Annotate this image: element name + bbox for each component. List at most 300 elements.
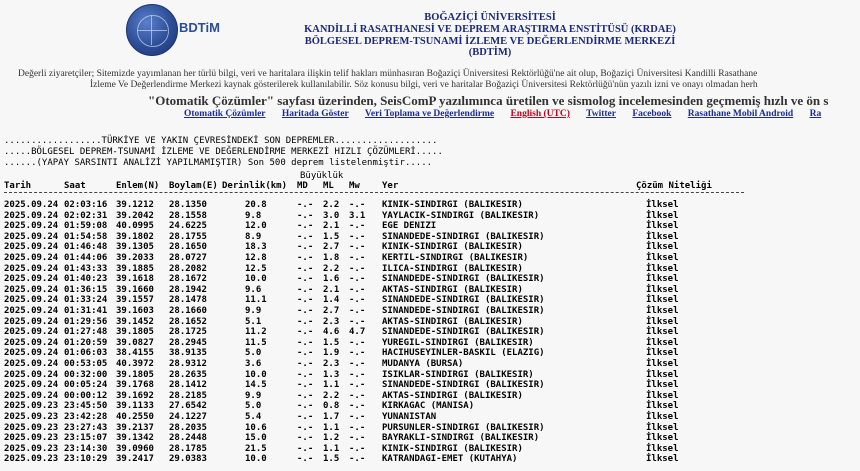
cell-tarih: 2025.09.23 bbox=[4, 412, 59, 422]
cell-mw: -.- bbox=[349, 316, 366, 327]
table-row bbox=[0, 412, 770, 423]
cell-cozum: İlksel bbox=[646, 443, 679, 454]
cell-cozum: İlksel bbox=[646, 253, 679, 263]
cell-enlem: 39.1802 bbox=[116, 231, 154, 242]
cell-enlem: 39.1660 bbox=[116, 284, 154, 295]
cell-mw: -.- bbox=[349, 454, 366, 465]
cell-derinlik: 9.9 bbox=[245, 390, 262, 401]
cell-derinlik: 9.6 bbox=[245, 284, 262, 295]
table-row bbox=[0, 380, 770, 391]
institute-name: KANDİLLİ RASATHANESİ VE DEPREM ARAŞTIRMA ENSTİTÜSÜ (KRDAE) bbox=[304, 24, 676, 35]
cell-md: -.- bbox=[297, 221, 314, 232]
cell-derinlik: 15.0 bbox=[245, 433, 267, 444]
cell-tarih: 2025.09.24 bbox=[4, 337, 59, 348]
table-row bbox=[0, 391, 770, 402]
table-row bbox=[0, 295, 770, 306]
cell-cozum: İlksel bbox=[646, 200, 679, 210]
copyright-notice-line2: İzleme Ve Değerlendirme Merkezi kaynak gösterilerek kullanılabilir. Söz konusu bilgi, veri ve haritalar Boğaziçi Üniversitesi Rektörlüğü'nün yazılı izni ve onayı olmadan herh bbox=[90, 80, 758, 90]
cell-cozum: İlksel bbox=[646, 422, 679, 433]
nav-link-otomatik-cozumler[interactable]: Otomatik Çözümler bbox=[184, 109, 266, 119]
logo-text: BDTiM bbox=[179, 20, 220, 35]
cell-ml: 1.7 bbox=[323, 412, 340, 422]
cell-derinlik: 10.6 bbox=[245, 422, 267, 433]
cell-tarih: 2025.09.24 bbox=[4, 210, 59, 221]
cell-mw: -.- bbox=[349, 253, 366, 263]
cell-saat: 02:02:31 bbox=[64, 210, 108, 221]
cell-enlem: 39.0960 bbox=[116, 443, 154, 454]
cell-saat: 02:03:16 bbox=[64, 200, 108, 210]
cell-ml: 2.3 bbox=[323, 359, 340, 369]
cell-saat: 00:53:05 bbox=[64, 359, 108, 369]
cell-yer: KINIK-SINDIRGI (BALIKESIR) bbox=[382, 443, 523, 454]
cell-derinlik: 5.1 bbox=[245, 316, 262, 327]
cell-tarih: 2025.09.23 bbox=[4, 454, 59, 465]
cell-derinlik: 14.5 bbox=[245, 380, 267, 391]
cell-yer: PURSUNLER-SINDIRGI (BALIKESIR) bbox=[382, 422, 545, 433]
cell-ml: 1.2 bbox=[323, 433, 340, 444]
nav-link-facebook[interactable]: Facebook bbox=[632, 109, 672, 119]
cell-yer: SINANDEDE-SINDIRGI (BALIKESIR) bbox=[382, 295, 545, 306]
cell-enlem: 39.1342 bbox=[116, 433, 154, 444]
cell-ml: 1.5 bbox=[323, 454, 340, 465]
cell-yer: HACIHUSEYINLER-BASKIL (ELAZIG) bbox=[382, 348, 545, 359]
cell-yer: ISIKLAR-SINDIRGI (BALIKESIR) bbox=[382, 369, 534, 380]
cell-saat: 23:42:28 bbox=[64, 412, 108, 422]
cell-tarih: 2025.09.24 bbox=[4, 253, 59, 263]
cell-enlem: 39.0827 bbox=[116, 337, 154, 348]
cell-tarih: 2025.09.24 bbox=[4, 359, 59, 369]
cell-mw: -.- bbox=[349, 369, 366, 380]
cell-cozum: İlksel bbox=[646, 390, 679, 401]
col-header-tarih: Tarih bbox=[4, 181, 32, 191]
cell-cozum: İlksel bbox=[646, 380, 679, 391]
list-title-3: ......(YAPAY SARSINTI ANALİZİ YAPILMAMIŞTIR) Son 500 deprem listelenmiştir..... bbox=[4, 158, 433, 168]
cell-cozum: İlksel bbox=[646, 210, 679, 221]
cell-enlem: 39.1805 bbox=[116, 327, 154, 338]
cell-tarih: 2025.09.24 bbox=[4, 316, 59, 327]
cell-yer: SINANDEDE-SINDIRGI (BALIKESIR) bbox=[382, 380, 545, 391]
cell-ml: 4.6 bbox=[323, 327, 340, 338]
globe-ring bbox=[137, 15, 169, 47]
cell-enlem: 39.2042 bbox=[116, 210, 154, 221]
table-row bbox=[0, 433, 770, 444]
cell-yer: YUNANISTAN bbox=[382, 412, 437, 422]
copyright-notice-line1: Değerli ziyaretçiler; Sitemizde yayımlanan her türlü bilgi, veri ve haritalara ilişkin telif hakları münhasıran Boğaziçi Üniversitesi Rektörlüğü'ne ait olup, Boğaziçi Üniversitesi Kandilli Rasathane bbox=[18, 69, 758, 79]
cell-boylam: 28.2635 bbox=[169, 369, 207, 380]
cell-boylam: 28.1755 bbox=[169, 231, 207, 242]
cell-cozum: İlksel bbox=[646, 348, 679, 359]
cell-md: -.- bbox=[297, 274, 314, 285]
cell-mw: -.- bbox=[349, 295, 366, 306]
cell-md: -.- bbox=[297, 369, 314, 380]
cell-ml: 2.7 bbox=[323, 242, 340, 253]
cell-boylam: 28.1725 bbox=[169, 327, 207, 338]
cell-cozum: İlksel bbox=[646, 231, 679, 242]
col-header-cozum: Çözüm Niteliği bbox=[636, 181, 712, 191]
cell-boylam: 28.2035 bbox=[169, 422, 207, 433]
cell-saat: 01:54:58 bbox=[64, 231, 108, 242]
table-row bbox=[0, 338, 770, 349]
cell-enlem: 38.4155 bbox=[116, 348, 154, 359]
cell-md: -.- bbox=[297, 337, 314, 348]
cell-tarih: 2025.09.24 bbox=[4, 295, 59, 306]
table-row bbox=[0, 401, 770, 412]
col-header-derinlik: Derinlik(km) bbox=[222, 181, 288, 191]
cell-enlem: 39.1133 bbox=[116, 401, 154, 412]
cell-md: -.- bbox=[297, 253, 314, 263]
cell-mw: -.- bbox=[349, 221, 366, 232]
cell-md: -.- bbox=[297, 263, 314, 274]
cell-md: -.- bbox=[297, 327, 314, 338]
cell-saat: 01:29:56 bbox=[64, 316, 108, 327]
table-row bbox=[0, 242, 770, 253]
cell-md: -.- bbox=[297, 433, 314, 444]
cell-cozum: İlksel bbox=[646, 401, 679, 412]
table-row bbox=[0, 444, 770, 455]
cell-tarih: 2025.09.24 bbox=[4, 306, 59, 316]
cell-saat: 23:14:30 bbox=[64, 443, 108, 454]
cell-boylam: 28.1660 bbox=[169, 306, 207, 316]
cell-md: -.- bbox=[297, 210, 314, 221]
cell-yer: KIRKAGAC (MANISA) bbox=[382, 401, 475, 412]
cell-md: -.- bbox=[297, 348, 314, 359]
cell-derinlik: 20.8 bbox=[245, 200, 267, 210]
cell-md: -.- bbox=[297, 316, 314, 327]
cell-tarih: 2025.09.24 bbox=[4, 390, 59, 401]
cell-mw: -.- bbox=[349, 306, 366, 316]
cell-ml: 1.9 bbox=[323, 348, 340, 359]
cell-derinlik: 5.4 bbox=[245, 412, 262, 422]
cell-boylam: 24.6225 bbox=[169, 221, 207, 232]
cell-cozum: İlksel bbox=[646, 284, 679, 295]
cell-tarih: 2025.09.23 bbox=[4, 401, 59, 412]
cell-derinlik: 11.5 bbox=[245, 337, 267, 348]
cell-ml: 0.8 bbox=[323, 401, 340, 412]
cell-mw: -.- bbox=[349, 380, 366, 391]
cell-boylam: 24.1227 bbox=[169, 412, 207, 422]
cell-yer: ILICA-SINDIRGI (BALIKESIR) bbox=[382, 263, 523, 274]
cell-cozum: İlksel bbox=[646, 369, 679, 380]
cell-derinlik: 10.0 bbox=[245, 454, 267, 465]
cell-enlem: 39.1885 bbox=[116, 263, 154, 274]
cell-enlem: 39.1692 bbox=[116, 390, 154, 401]
cell-ml: 2.2 bbox=[323, 263, 340, 274]
cell-ml: 2.7 bbox=[323, 306, 340, 316]
cell-md: -.- bbox=[297, 200, 314, 210]
cell-ml: 1.4 bbox=[323, 295, 340, 306]
cell-boylam: 28.1558 bbox=[169, 210, 207, 221]
cell-cozum: İlksel bbox=[646, 327, 679, 338]
cell-saat: 01:36:15 bbox=[64, 284, 108, 295]
cell-enlem: 39.1305 bbox=[116, 242, 154, 253]
cell-boylam: 28.2185 bbox=[169, 390, 207, 401]
cell-saat: 01:33:24 bbox=[64, 295, 108, 306]
cell-derinlik: 5.0 bbox=[245, 348, 262, 359]
cell-boylam: 28.1942 bbox=[169, 284, 207, 295]
cell-md: -.- bbox=[297, 306, 314, 316]
cell-ml: 1.1 bbox=[323, 443, 340, 454]
cell-mw: -.- bbox=[349, 200, 366, 210]
cell-enlem: 39.1557 bbox=[116, 295, 154, 306]
cell-derinlik: 8.9 bbox=[245, 231, 262, 242]
cell-mw: -.- bbox=[349, 390, 366, 401]
cell-enlem: 39.2137 bbox=[116, 422, 154, 433]
cell-md: -.- bbox=[297, 390, 314, 401]
cell-ml: 1.6 bbox=[323, 274, 340, 285]
nav-link-twitter[interactable]: Twitter bbox=[586, 109, 616, 119]
cell-md: -.- bbox=[297, 412, 314, 422]
table-row bbox=[0, 211, 770, 222]
cell-derinlik: 10.0 bbox=[245, 369, 267, 380]
cell-yer: KINIK-SINDIRGI (BALIKESIR) bbox=[382, 200, 523, 210]
col-header-enlem: Enlem(N) bbox=[116, 181, 160, 191]
cell-enlem: 40.3972 bbox=[116, 359, 154, 369]
cell-tarih: 2025.09.24 bbox=[4, 380, 59, 391]
cell-boylam: 28.1785 bbox=[169, 443, 207, 454]
cell-ml: 2.1 bbox=[323, 221, 340, 232]
cell-mw: -.- bbox=[349, 433, 366, 444]
cell-md: -.- bbox=[297, 380, 314, 391]
cell-mw: -.- bbox=[349, 337, 366, 348]
table-row bbox=[0, 306, 770, 317]
table-row bbox=[0, 370, 770, 381]
list-title-2: .....BÖLGESEL DEPREM-TSUNAMİ İZLEME VE DEĞERLENDİRME MERKEZİ HIZLI ÇÖZÜMLERİ..... bbox=[4, 147, 443, 157]
cell-enlem: 39.1618 bbox=[116, 274, 154, 285]
cell-mw: -.- bbox=[349, 284, 366, 295]
table-row bbox=[0, 285, 770, 296]
table-row bbox=[0, 359, 770, 370]
cell-mw: -.- bbox=[349, 443, 366, 454]
cell-saat: 00:00:12 bbox=[64, 390, 108, 401]
center-name: BÖLGESEL DEPREM-TSUNAMİ İZLEME VE DEĞERLENDİRME MERKEZİ (BDTİM) bbox=[304, 36, 676, 58]
cell-cozum: İlksel bbox=[646, 412, 679, 422]
table-row bbox=[0, 348, 770, 359]
bdtim-logo-icon[interactable] bbox=[126, 4, 178, 56]
cell-tarih: 2025.09.23 bbox=[4, 443, 59, 454]
cell-saat: 01:44:06 bbox=[64, 253, 108, 263]
nav-link-haritada-goster[interactable]: Haritada Göster bbox=[281, 109, 349, 119]
cell-tarih: 2025.09.24 bbox=[4, 369, 59, 380]
col-header-boylam: Boylam(E) bbox=[169, 181, 218, 191]
cell-tarih: 2025.09.23 bbox=[4, 433, 59, 444]
cell-yer: YUREGIL-SINDIRGI (BALIKESIR) bbox=[382, 337, 534, 348]
cell-boylam: 28.1478 bbox=[169, 295, 207, 306]
cell-yer: YAYLACIK-SINDIRGI (BALIKESIR) bbox=[382, 210, 540, 221]
table-row bbox=[0, 327, 770, 338]
cell-enlem: 39.1805 bbox=[116, 369, 154, 380]
cell-mw: -.- bbox=[349, 348, 366, 359]
globe-equator bbox=[137, 30, 167, 31]
table-row bbox=[0, 454, 770, 465]
cell-derinlik: 5.0 bbox=[245, 401, 262, 412]
cell-yer: AKTAS-SINDIRGI (BALIKESIR) bbox=[382, 316, 523, 327]
cell-boylam: 28.2082 bbox=[169, 263, 207, 274]
cell-boylam: 28.1412 bbox=[169, 380, 207, 391]
cell-ml: 1.1 bbox=[323, 380, 340, 391]
cell-ml: 1.5 bbox=[323, 337, 340, 348]
cell-yer: AKTAS-SINDIRGI (BALIKESIR) bbox=[382, 390, 523, 401]
nav-bar bbox=[184, 109, 835, 119]
cell-cozum: İlksel bbox=[646, 316, 679, 327]
cell-md: -.- bbox=[297, 231, 314, 242]
col-header-saat: Saat bbox=[64, 181, 86, 191]
cell-cozum: İlksel bbox=[646, 359, 679, 369]
nav-link-veri-toplama[interactable]: Veri Toplama ve Değerlendirme bbox=[364, 109, 495, 119]
cell-enlem: 40.2550 bbox=[116, 412, 154, 422]
cell-cozum: İlksel bbox=[646, 337, 679, 348]
cell-boylam: 28.1350 bbox=[169, 200, 207, 210]
cell-saat: 00:32:00 bbox=[64, 369, 108, 380]
site-header bbox=[0, 0, 770, 60]
cell-mw: -.- bbox=[349, 412, 366, 422]
cell-enlem: 39.2417 bbox=[116, 454, 154, 465]
cell-saat: 01:20:59 bbox=[64, 337, 108, 348]
cell-enlem: 40.0995 bbox=[116, 221, 154, 232]
cell-md: -.- bbox=[297, 242, 314, 253]
cell-saat: 01:06:03 bbox=[64, 348, 108, 359]
nav-link-truncated[interactable]: Ra bbox=[809, 109, 822, 119]
cell-derinlik: 9.9 bbox=[245, 306, 262, 316]
cell-ml: 1.3 bbox=[323, 369, 340, 380]
cell-md: -.- bbox=[297, 359, 314, 369]
cell-boylam: 38.9135 bbox=[169, 348, 207, 359]
cell-yer: EGE DENIZI bbox=[382, 221, 437, 232]
cell-boylam: 28.0727 bbox=[169, 253, 207, 263]
cell-mw: -.- bbox=[349, 422, 366, 433]
cell-tarih: 2025.09.24 bbox=[4, 348, 59, 359]
cell-yer: MUDANYA (BURSA) bbox=[382, 359, 464, 369]
cell-md: -.- bbox=[297, 295, 314, 306]
cell-ml: 1.1 bbox=[323, 422, 340, 433]
cell-boylam: 28.1672 bbox=[169, 274, 207, 285]
cell-tarih: 2025.09.23 bbox=[4, 422, 59, 433]
cell-saat: 01:27:48 bbox=[64, 327, 108, 338]
table-row bbox=[0, 264, 770, 275]
nav-link-mobile-android[interactable]: Rasathane Mobil Android bbox=[687, 109, 794, 119]
header-divider bbox=[4, 192, 744, 194]
magnitude-group-label: Büyüklük bbox=[300, 171, 344, 181]
cell-yer: SINANDEDE-SINDIRGI (BALIKESIR) bbox=[382, 274, 545, 285]
cell-cozum: İlksel bbox=[646, 306, 679, 316]
cell-tarih: 2025.09.24 bbox=[4, 263, 59, 274]
cell-yer: AKTAS-SINDIRGI (BALIKESIR) bbox=[382, 284, 523, 295]
cell-mw: -.- bbox=[349, 274, 366, 285]
cell-ml: 2.2 bbox=[323, 200, 340, 210]
cell-ml: 1.5 bbox=[323, 231, 340, 242]
cell-boylam: 29.0383 bbox=[169, 454, 207, 465]
cell-saat: 01:40:23 bbox=[64, 274, 108, 285]
cell-enlem: 39.2033 bbox=[116, 253, 154, 263]
table-row bbox=[0, 232, 770, 243]
cell-md: -.- bbox=[297, 454, 314, 465]
cell-derinlik: 11.2 bbox=[245, 327, 267, 338]
cell-cozum: İlksel bbox=[646, 295, 679, 306]
cell-boylam: 28.2945 bbox=[169, 337, 207, 348]
cell-mw: -.- bbox=[349, 401, 366, 412]
cell-saat: 23:27:43 bbox=[64, 422, 108, 433]
cell-md: -.- bbox=[297, 443, 314, 454]
cell-mw: 4.7 bbox=[349, 327, 366, 338]
automatic-solutions-headline: "Otomatik Çözümler" sayfası üzerinden, SeisComP yazılımınca üretilen ve sismolog incelemesinden geçmemiş hızlı ve ön s bbox=[148, 93, 829, 108]
cell-md: -.- bbox=[297, 401, 314, 412]
cell-derinlik: 12.8 bbox=[245, 253, 267, 263]
cell-derinlik: 11.1 bbox=[245, 295, 267, 306]
cell-boylam: 27.6542 bbox=[169, 401, 207, 412]
cell-cozum: İlksel bbox=[646, 433, 679, 444]
cell-ml: 2.2 bbox=[323, 390, 340, 401]
cell-derinlik: 3.6 bbox=[245, 359, 262, 369]
nav-link-english[interactable]: English (UTC) bbox=[510, 109, 570, 119]
university-name: BOĞAZİÇİ ÜNİVERSİTESİ bbox=[424, 12, 556, 23]
col-header-yer: Yer bbox=[382, 181, 399, 191]
cell-mw: -.- bbox=[349, 242, 366, 253]
cell-tarih: 2025.09.24 bbox=[4, 274, 59, 285]
cell-boylam: 28.2448 bbox=[169, 433, 207, 444]
cell-saat: 23:45:50 bbox=[64, 401, 108, 412]
cell-enlem: 39.1212 bbox=[116, 200, 154, 210]
cell-boylam: 28.1650 bbox=[169, 242, 207, 253]
cell-ml: 3.0 bbox=[323, 210, 340, 221]
table-row bbox=[0, 423, 770, 434]
cell-saat: 01:59:08 bbox=[64, 221, 108, 232]
cell-enlem: 39.1452 bbox=[116, 316, 154, 327]
cell-tarih: 2025.09.24 bbox=[4, 221, 59, 232]
cell-tarih: 2025.09.24 bbox=[4, 327, 59, 338]
cell-tarih: 2025.09.24 bbox=[4, 242, 59, 253]
cell-derinlik: 10.0 bbox=[245, 274, 267, 285]
col-header-mw: Mw bbox=[349, 181, 360, 191]
cell-cozum: İlksel bbox=[646, 274, 679, 285]
cell-yer: KERTIL-SINDIRGI (BALIKESIR) bbox=[382, 253, 529, 263]
col-header-md: MD bbox=[297, 181, 308, 191]
table-row bbox=[0, 317, 770, 328]
cell-tarih: 2025.09.24 bbox=[4, 200, 59, 210]
cell-enlem: 39.1768 bbox=[116, 380, 154, 391]
cell-enlem: 39.1603 bbox=[116, 306, 154, 316]
cell-ml: 2.1 bbox=[323, 284, 340, 295]
cell-saat: 01:46:48 bbox=[64, 242, 108, 253]
table-row bbox=[0, 253, 770, 264]
cell-derinlik: 12.0 bbox=[245, 221, 267, 232]
cell-cozum: İlksel bbox=[646, 263, 679, 274]
cell-saat: 23:10:29 bbox=[64, 454, 108, 465]
cell-derinlik: 21.5 bbox=[245, 443, 267, 454]
cell-yer: BAYRAKLI-SINDIRGI (BALIKESIR) bbox=[382, 433, 540, 444]
cell-saat: 01:43:33 bbox=[64, 263, 108, 274]
table-row bbox=[0, 200, 770, 211]
cell-boylam: 28.1652 bbox=[169, 316, 207, 327]
cell-yer: KATRANDAGI-EMET (KUTAHYA) bbox=[382, 454, 518, 465]
cell-yer: SINANDEDE-SINDIRGI (BALIKESIR) bbox=[382, 231, 545, 242]
cell-mw: 3.1 bbox=[349, 210, 366, 221]
cell-derinlik: 9.8 bbox=[245, 210, 262, 221]
cell-cozum: İlksel bbox=[646, 242, 679, 253]
cell-derinlik: 18.3 bbox=[245, 242, 267, 253]
cell-ml: 2.3 bbox=[323, 316, 340, 327]
cell-boylam: 28.9312 bbox=[169, 359, 207, 369]
table-row bbox=[0, 274, 770, 285]
cell-tarih: 2025.09.24 bbox=[4, 231, 59, 242]
cell-derinlik: 12.5 bbox=[245, 263, 267, 274]
cell-cozum: İlksel bbox=[646, 454, 679, 465]
col-header-ml: ML bbox=[323, 181, 334, 191]
cell-ml: 1.8 bbox=[323, 253, 340, 263]
cell-md: -.- bbox=[297, 422, 314, 433]
cell-saat: 01:31:41 bbox=[64, 306, 108, 316]
cell-mw: -.- bbox=[349, 263, 366, 274]
cell-cozum: İlksel bbox=[646, 221, 679, 232]
cell-yer: SINANDEDE-SINDIRGI (BALIKESIR) bbox=[382, 306, 545, 316]
